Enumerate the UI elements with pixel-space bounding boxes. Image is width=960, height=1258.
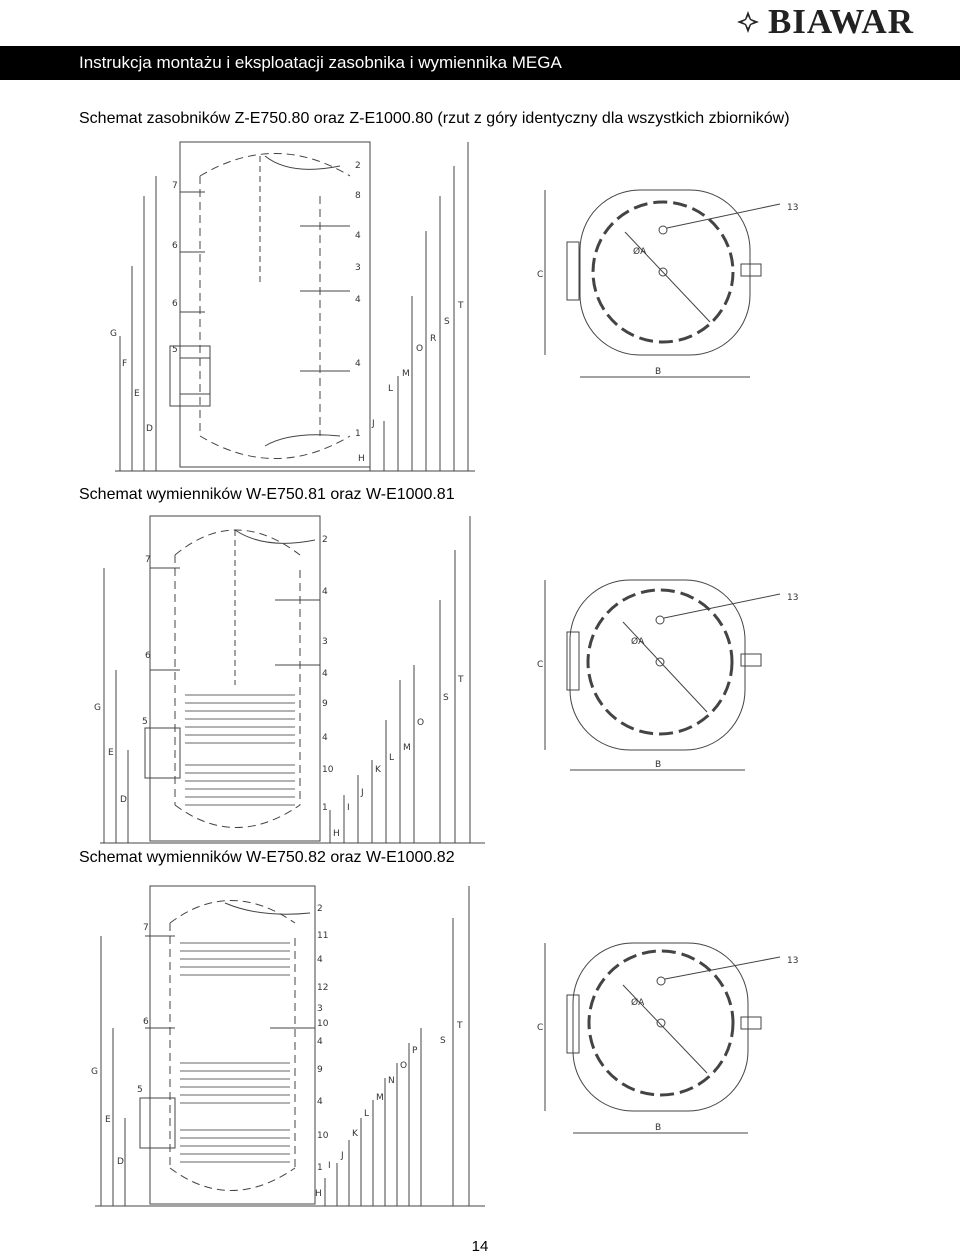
- dim-label-J: J: [361, 788, 364, 798]
- dim-label-O: O: [400, 1061, 408, 1071]
- port-label-2: 2: [322, 535, 328, 545]
- dim-label-T: T: [458, 675, 464, 685]
- port-label-5: 5: [142, 717, 148, 727]
- port-label-12: 12: [317, 983, 329, 993]
- dim-label-H: H: [333, 829, 340, 839]
- dim-label-J: J: [372, 419, 375, 429]
- dim-label-H: H: [315, 1189, 322, 1199]
- port-label-6a: 6: [172, 241, 178, 251]
- port-label-9: 9: [322, 699, 328, 709]
- top-view-diameter-label: ØA: [631, 637, 645, 647]
- port-label-2: 2: [355, 161, 361, 171]
- port-label-4c: 4: [322, 733, 328, 743]
- top-view-depth-label: C: [537, 660, 544, 670]
- port-label-4a: 4: [317, 955, 323, 965]
- brand-name: BIAWAR: [767, 2, 914, 41]
- dim-label-M: M: [376, 1093, 384, 1103]
- top-view-depth-label: C: [537, 270, 544, 280]
- port-label-4b: 4: [355, 295, 361, 305]
- section-title-1: Schemat zasobników Z-E750.80 oraz Z-E1000.80 (rzut z góry identyczny dla wszystkich zbiorników): [79, 110, 790, 127]
- dim-label-K: K: [352, 1129, 358, 1139]
- top-view-port-label: 13: [787, 203, 799, 213]
- dim-label-E: E: [105, 1115, 111, 1125]
- port-label-4a: 4: [322, 587, 328, 597]
- top-view-diameter-label: ØA: [631, 998, 645, 1008]
- section-title-2: Schemat wymienników W-E750.81 oraz W-E1000.81: [79, 486, 455, 503]
- dim-label-R: R: [430, 334, 437, 344]
- port-label-4c: 4: [355, 359, 361, 369]
- dim-label-G: G: [91, 1067, 98, 1077]
- dim-label-E: E: [134, 389, 140, 399]
- port-label-11: 11: [317, 931, 329, 941]
- port-label-6: 6: [143, 1017, 149, 1027]
- port-label-2: 2: [317, 904, 323, 914]
- port-label-1: 1: [322, 803, 328, 813]
- port-label-4c: 4: [317, 1097, 323, 1107]
- exchanger-side-view-81: [90, 510, 490, 845]
- dim-label-J: J: [341, 1151, 344, 1161]
- port-label-7: 7: [172, 181, 178, 191]
- dim-label-G: G: [94, 703, 101, 713]
- top-view-width-label: B: [655, 760, 662, 770]
- dim-label-I: I: [328, 1161, 331, 1171]
- port-label-6b: 6: [172, 299, 178, 309]
- dim-label-K: K: [375, 765, 381, 775]
- dim-label-H: H: [358, 454, 365, 464]
- dim-label-S: S: [443, 693, 449, 703]
- dim-label-L: L: [389, 753, 395, 763]
- top-view-port-label: 13: [787, 956, 799, 966]
- port-label-5: 5: [137, 1085, 143, 1095]
- port-label-3: 3: [322, 637, 328, 647]
- dim-label-T: T: [458, 301, 464, 311]
- port-label-8: 8: [355, 191, 361, 201]
- top-view-depth-label: C: [537, 1023, 544, 1033]
- dim-label-O: O: [416, 344, 424, 354]
- dim-label-P: P: [412, 1046, 418, 1056]
- top-view-diameter-label: ØA: [633, 247, 647, 257]
- header-bar: [0, 46, 960, 80]
- port-label-4b: 4: [322, 669, 328, 679]
- dim-label-M: M: [402, 369, 410, 379]
- dim-label-L: L: [364, 1109, 370, 1119]
- port-label-10b: 10: [317, 1131, 329, 1141]
- tank-side-view-1: [100, 136, 490, 476]
- dim-label-O: O: [417, 718, 425, 728]
- page-number: 14: [471, 1238, 489, 1255]
- port-label-10a: 10: [317, 1019, 329, 1029]
- dim-label-I: I: [347, 803, 350, 813]
- dim-label-N: N: [388, 1076, 395, 1086]
- brand-logo: [736, 2, 914, 42]
- port-label-6: 6: [145, 651, 151, 661]
- dim-label-T: T: [457, 1021, 463, 1031]
- dim-label-G: G: [110, 329, 117, 339]
- port-label-1: 1: [317, 1163, 323, 1173]
- biawar-diamond-icon: [736, 10, 760, 34]
- exchanger-side-view-82: [85, 878, 490, 1208]
- port-label-10: 10: [322, 765, 334, 775]
- top-view-1: [535, 182, 825, 382]
- dim-label-D: D: [120, 795, 127, 805]
- top-view-port-label: 13: [787, 593, 799, 603]
- top-view-3: [535, 935, 825, 1140]
- port-label-4a: 4: [355, 231, 361, 241]
- port-label-7: 7: [143, 923, 149, 933]
- dim-label-M: M: [403, 743, 411, 753]
- dim-label-S: S: [444, 317, 450, 327]
- top-view-2: [535, 572, 825, 777]
- dim-label-E: E: [108, 748, 114, 758]
- dim-label-L: L: [388, 384, 394, 394]
- dim-label-D: D: [146, 424, 153, 434]
- dim-label-F: F: [122, 359, 128, 369]
- top-view-width-label: B: [655, 367, 662, 377]
- section-title-3: Schemat wymienników W-E750.82 oraz W-E1000.82: [79, 849, 455, 866]
- port-label-3: 3: [317, 1004, 323, 1014]
- port-label-3: 3: [355, 263, 361, 273]
- port-label-4b: 4: [317, 1037, 323, 1047]
- port-label-5: 5: [172, 345, 178, 355]
- dim-label-S: S: [440, 1036, 446, 1046]
- top-view-width-label: B: [655, 1123, 662, 1133]
- document-title: Instrukcja montażu i eksploatacji zasobnika i wymiennika MEGA: [79, 53, 562, 72]
- dim-label-D: D: [117, 1157, 124, 1167]
- port-label-7: 7: [145, 555, 151, 565]
- port-label-1: 1: [355, 429, 361, 439]
- port-label-9: 9: [317, 1065, 323, 1075]
